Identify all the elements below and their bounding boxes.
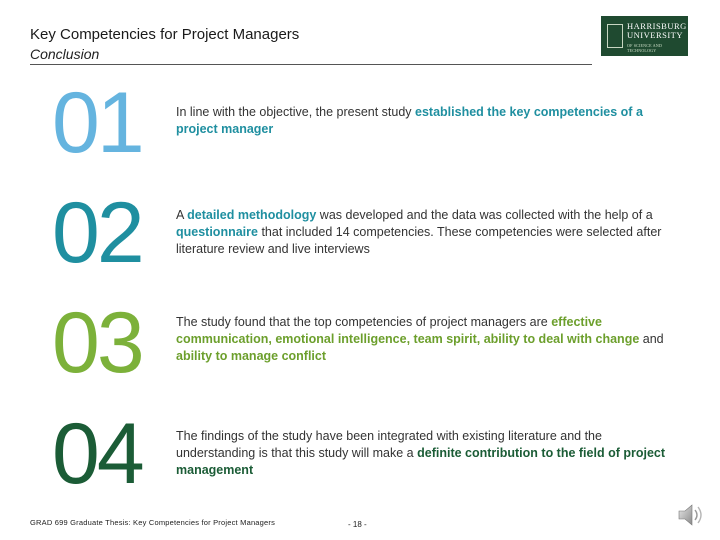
item-text-03 [176,314,676,365]
item-text-01 [176,104,676,138]
highlighted-text: established the key competencies of a project manager [176,105,643,136]
highlighted-text: ability to manage conflict [176,349,327,363]
header-divider [30,64,592,65]
item-text-04 [176,428,676,479]
body-text: The study found that the top competencies of project managers are [176,315,552,329]
item-number-04: 04 [52,406,142,502]
body-text: that included 14 competencies. These competencies were selected after literature review and live interviews [176,225,662,256]
logo-seal-icon [607,24,623,48]
logo-line-2: UNIVERSITY [627,30,683,40]
page-number: - 18 - [348,520,367,529]
highlighted-text: effective communication, emotional intelligence, team spirit, ability to deal with change [176,315,640,346]
body-text: A [176,208,188,222]
highlighted-text: definite contribution to the field of project management [176,446,666,477]
item-number-03: 03 [52,295,142,391]
slide-title: Key Competencies for Project Managers [30,26,300,43]
footer-course-title: GRAD 699 Graduate Thesis: Key Competencies for Project Managers [30,518,276,527]
body-text: In line with the objective, the present study [176,105,416,119]
item-text-02 [176,207,676,258]
highlighted-text: detailed methodology [187,208,317,222]
body-text: was developed and the data was collected with the help of a [316,208,653,222]
item-number-02: 02 [52,185,142,281]
speaker-icon[interactable] [676,500,706,530]
highlighted-text: questionnaire [176,225,258,239]
body-text: The findings of the study have been integrated with existing literature and the understanding is that this study will make a [176,429,602,460]
university-logo [601,16,688,56]
logo-line-3: OF SCIENCE AND TECHNOLOGY [627,43,663,53]
body-text: and [639,332,664,346]
item-number-01: 01 [52,75,142,171]
slide-subtitle: Conclusion [30,46,100,62]
logo-line-1: HARRISBURG [627,21,687,31]
